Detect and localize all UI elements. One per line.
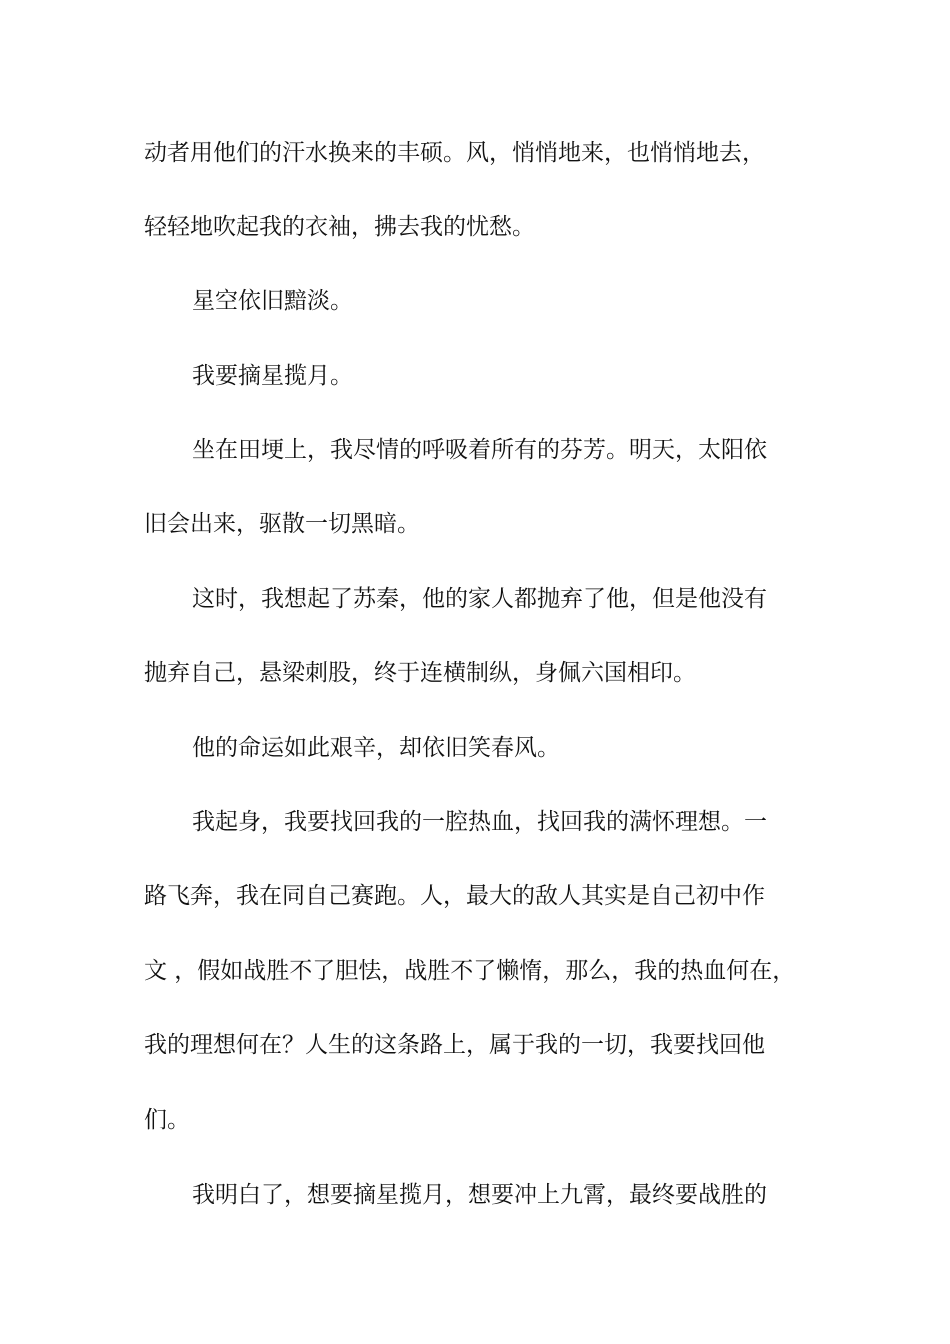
text-line: 旧会出来，驱散一切黑暗。 [144, 511, 420, 537]
text-line: 文 ，假如战胜不了胆怯，战胜不了懒惰，那么，我的热血何在， [144, 958, 796, 984]
text-line: 动者用他们的汗水换来的丰硕。风，悄悄地来，也悄悄地去， [144, 140, 765, 166]
paragraph-line: 我要摘星揽月。 [192, 363, 353, 389]
paragraph-line: 我起身，我要找回我的一腔热血，找回我的满怀理想。一 [192, 809, 767, 835]
text-line: 抛弃自己，悬梁刺股，终于连横制纵，身佩六国相印。 [144, 660, 696, 686]
paragraph-line: 这时，我想起了苏秦，他的家人都抛弃了他，但是他没有 [192, 586, 767, 612]
paragraph-line: 他的命运如此艰辛，却依旧笑春风。 [192, 735, 560, 761]
text-line: 们。 [144, 1107, 190, 1133]
paragraph-line: 星空依旧黯淡。 [192, 288, 353, 314]
text-line: 轻轻地吹起我的衣袖，拂去我的忧愁。 [144, 214, 535, 240]
text-line: 路飞奔，我在同自己赛跑。人，最大的敌人其实是自己初中作 [144, 883, 765, 909]
paragraph-line: 我明白了，想要摘星揽月，想要冲上九霄，最终要战胜的 [192, 1182, 767, 1208]
paragraph-line: 坐在田埂上，我尽情的呼吸着所有的芬芳。明天，太阳依 [192, 437, 767, 463]
text-line: 我的理想何在？人生的这条路上，属于我的一切，我要找回他 [144, 1032, 765, 1058]
